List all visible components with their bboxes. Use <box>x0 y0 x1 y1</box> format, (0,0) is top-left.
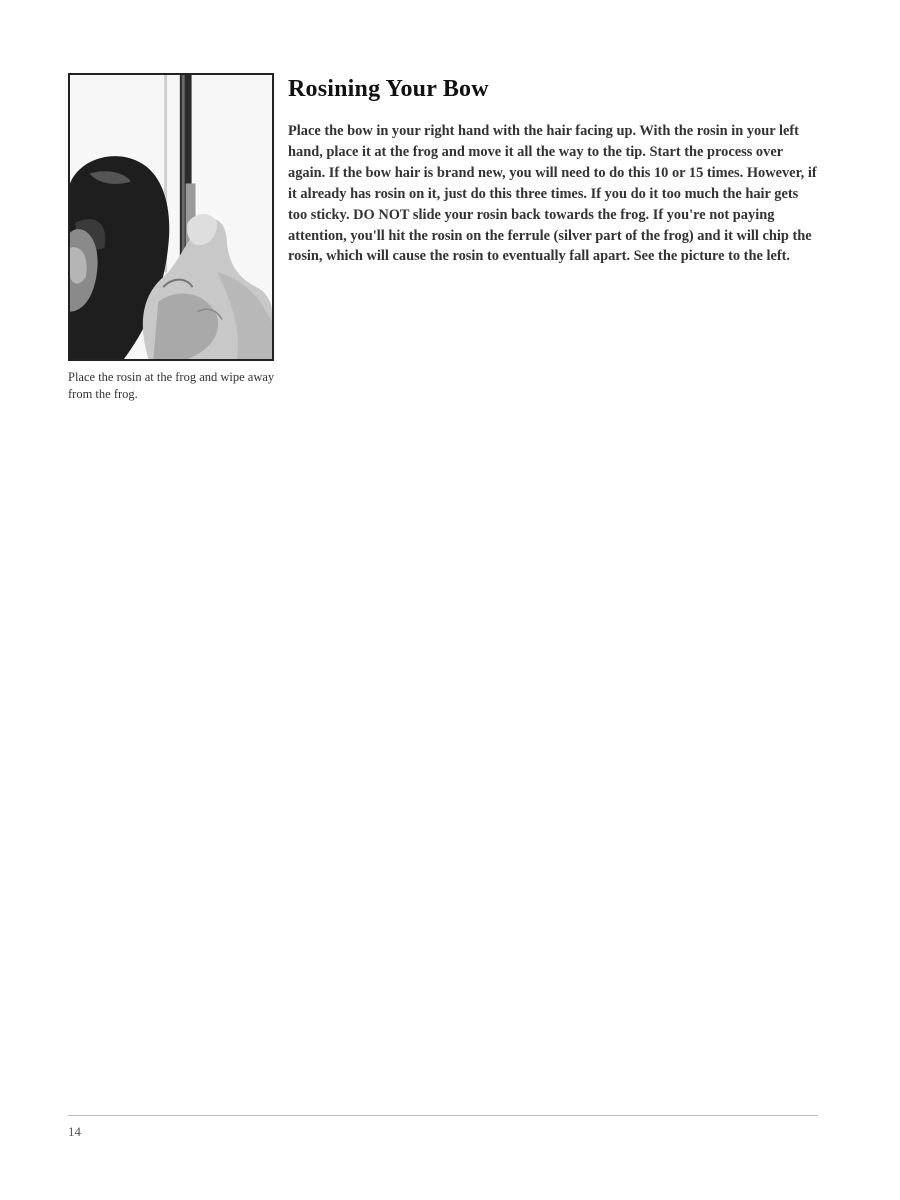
section-title: Rosining Your Bow <box>288 76 489 102</box>
photo-caption: Place the rosin at the frog and wipe away from the frog. <box>68 370 275 401</box>
rosin-bow-illustration <box>70 75 272 359</box>
rosin-photo <box>68 73 274 361</box>
footer-divider <box>68 1115 818 1116</box>
page-number: 14 <box>68 1124 81 1139</box>
instruction-paragraph: Place the bow in your right hand with the hair facing up. With the rosin in your left hand, place it at the frog and move it all the way to the tip. Start the process over again. If the bow hair is brand new, you will need to do this 10 or 15 times. However, if it already has rosin on it, just do this three times. If you do it too much the hair gets too sticky. DO NOT slide your rosin back towards the frog. If you're not paying attention, you'll hit the rosin on the ferrule (silver part of the frog) and it will chip the rosin, which will cause the rosin to eventually fall apart. See the picture to the left. <box>288 123 817 265</box>
